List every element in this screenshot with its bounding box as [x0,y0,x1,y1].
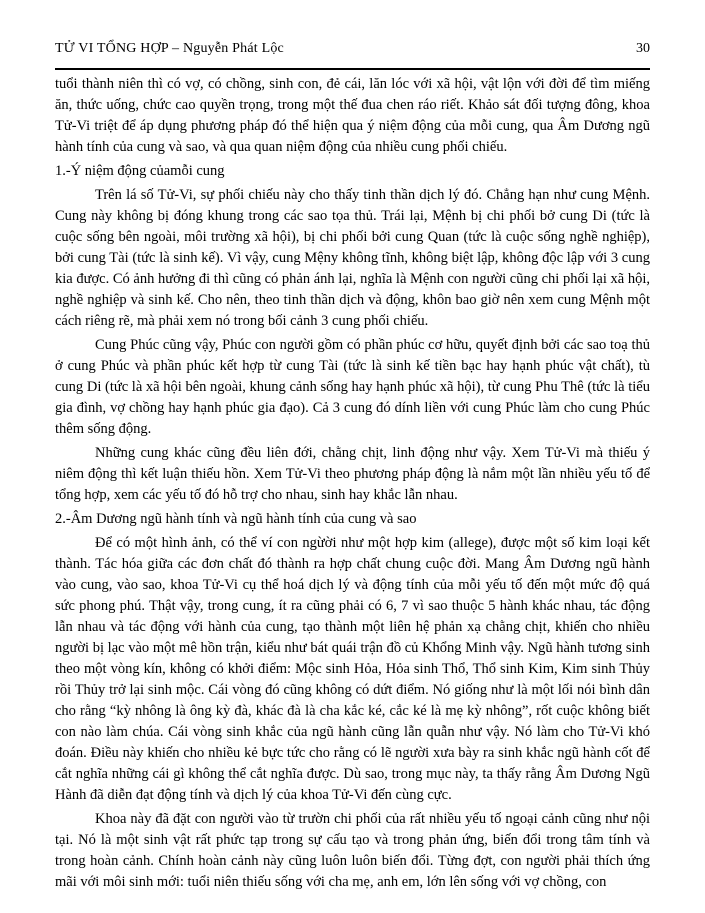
paragraph: Những cung khác cũng đều liên đới, chằng chịt, linh động như vậy. Xem Tử-Vi mà thiếu ý niêm động thì kết luận thiếu hồn. Xem Tử-Vi theo phương pháp động là nắm một lần nhiều yếu tố để tổng hợp, xem các yếu tố đó hỗ trợ cho nhau, sinh hay khắc lẫn nhau. [55,445,650,503]
paragraph-continuation: tuổi thành niên thì có vợ, có chồng, sinh con, đẻ cái, lăn lóc với xã hội, vật lộn với đời để tìm miếng ăn, thức uống, chức cao quyền trọng, trong một thế đua chen ráo riết. Khảo sát đối tượng đông, khoa Tử-Vi triệt để áp dụng phương pháp đó thể hiện qua ý niệm động của mỗi cung, qua Âm Dương ngũ hành tính của cung và sao, và qua quan niệm động của nhiều cung phối chiếu. [55,76,650,155]
paragraph: Trên lá số Tử-Vi, sự phối chiếu này cho thấy tinh thần dịch lý đó. Chẳng hạn như cung Mệnh. Cung này không bị đóng khung trong các sao tọa thủ. Trái lại, Mệnh bị chi phối bở cung Di (tức là cuộc sống bên ngoài, môi trường xã hội), bị chi phối bởi cung Quan (tức là cuộc sống nghề nghiệp), bởi cung Tài (tức là sinh kế). Vì vậy, cung Mệny không tĩnh, không biệt lập, không độc lập với 3 cung kia được. Có ảnh hưởng đi thì cũng có phản ánh lại, nghĩa là Mệnh con người cũng chi phối lại xã hội, nghề nghiệp và sinh kế. Cho nên, theo tinh thần dịch và động, khôn bao giờ nên xem cung Mệnh một cách riêng rẽ, mà phải xem nó trong bối cảnh 3 cung phối chiếu. [55,187,650,329]
section-heading-1: 1.-Ý niệm động củamỗi cung [55,163,225,179]
page-number: 30 [636,41,650,56]
paragraph: Cung Phúc cũng vậy, Phúc con người gồm có phần phúc cơ hữu, quyết định bởi các sao toạ thủ ở cung Phúc và phần phúc kết hợp từ cung Tài (tức là sinh kế tiền bạc hay hạnh phúc vật chất), tù cung Di (tức là xã hội bên ngoài, khung cảnh sống hay hạnh phúc xã hội), từ cung Phu Thê (tức là tiểu gia đình, vợ chồng hay hạnh phúc gia đạo). Cả 3 cung đó dính liền với cung Phúc làm cho cung Phúc thêm sống động. [55,337,650,437]
paragraph: Để có một hình ảnh, có thể ví con ngừời như một hợp kim (allege), được một số kim loại kết thành. Tác hóa giữa các đơn chất đó thành ra hợp chất chung cuộc đời. Mang Âm Dương ngũ hành vào cung, vào sao, khoa Tử-Vi cụ thể hoá dịch lý và động tính của mỗi yếu tố đến một mức độ quá sức phong phú. Thật vậy, trong cung, ít ra cũng phải có 6, 7 vì sao thuộc 5 hành khác nhau, tác động lẫn nhau và tác động với hành của cung, tạo thành một liên hệ phản xạ chằng chịt, khiến cho nhiều người bị lạc vào một mê hồn trận, kiểu như bát quái trận đồ củ Khổng Minh vậy. Ngũ hành tương sinh theo một vòng kín, không có khởi điểm: Mộc sinh Hỏa, Hỏa sinh Thổ, Thổ sinh Kim, Kim sinh Thủy rồi Thủy trở lại sinh mộc. Cái vòng đó cũng không có dứt điểm. Nó giống như là một lối nói bình dân cho rằng “kỳ nhông là ông kỳ đà, khác đà là cha kắc ké, cắc ké là mẹ kỳ nhông”, rốt cuộc không biết con nào làm chúa. Cái vòng sinh khắc của ngũ hành cũng lẫn quẫn như vậy. Nó làm cho Tử-Vi khó đoán. Điều này khiến cho nhiều kẻ bực tức cho rằng có lẽ người xưa bày ra sinh khắc ngũ hành cốt để cắt nghĩa những cái gì không thể cắt nghĩa được. Dù sao, trong mục này, ta thấy rằng Âm Dương Ngũ Hành đã diễn đạt động tính và dịch lý của khoa Tử-Vi đến cùng cực. [55,535,650,803]
page-header [55,40,650,57]
section-heading-2: 2.-Âm Dương ngũ hành tính và ngũ hành tính của cung và sao [55,511,417,527]
header-rule [55,68,650,70]
document-body [55,74,650,893]
paragraph: Khoa này đã đặt con người vào từ trườn chi phối của rất nhiều yếu tố ngoại cảnh cũng như nội tại. Nó là một sinh vật rất phức tạp trong sự cấu tạo và trong phản ứng, biến đổi trong tâm tính và trong hoàn cảnh. Chính hoàn cảnh này cũng luôn luôn biến đổi. Từng đợt, con người phải thích ứng mãi với môi sinh mới: tuổi niên thiếu sống với cha mẹ, anh em, lớn lên sống với vợ chồng, con [55,811,650,890]
running-title: TỬ VI TỔNG HỢP – Nguyễn Phát Lộc [55,41,284,56]
